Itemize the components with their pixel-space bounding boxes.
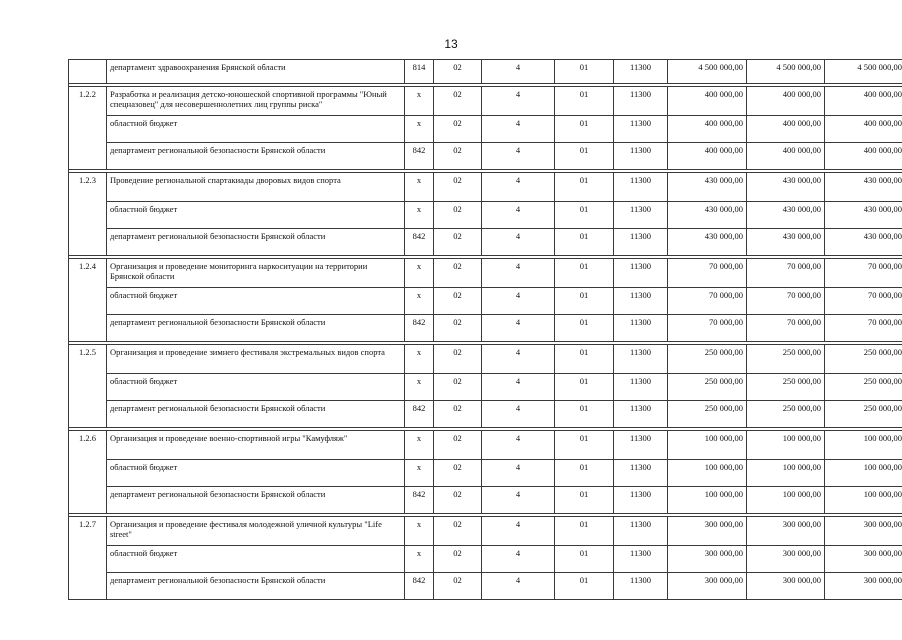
row-code: 11300 — [614, 374, 668, 401]
row-value-2: 100 000,00 — [747, 460, 825, 487]
row-value-1: 70 000,00 — [668, 288, 747, 315]
row-grbs: х — [405, 345, 434, 374]
row-rz: 02 — [434, 229, 482, 256]
table-row — [69, 202, 902, 229]
table-row — [69, 116, 902, 143]
row-rz: 02 — [434, 487, 482, 514]
row-value-2: 430 000,00 — [747, 173, 825, 202]
row-value-2: 430 000,00 — [747, 202, 825, 229]
row-name: Организация и проведение мониторинга наркоситуации на территории Брянской области — [107, 259, 405, 288]
row-grbs: х — [405, 374, 434, 401]
row-value-2: 100 000,00 — [747, 487, 825, 514]
row-value-3: 400 000,00 — [825, 116, 902, 143]
row-vr: 01 — [555, 374, 614, 401]
row-code: 11300 — [614, 259, 668, 288]
table-row — [69, 546, 902, 573]
row-pr: 4 — [482, 487, 555, 514]
row-pr: 4 — [482, 374, 555, 401]
table-row — [69, 87, 902, 116]
row-rz: 02 — [434, 60, 482, 84]
row-value-3: 100 000,00 — [825, 460, 902, 487]
row-value-3: 4 500 000,00 — [825, 60, 902, 84]
row-code: 11300 — [614, 288, 668, 315]
row-name: Разработка и реализация детско-юношеской спортивной программы "Юный спецназовец" для несовершеннолетних лиц группы риска" — [107, 87, 405, 116]
table-row — [69, 517, 902, 546]
row-grbs: 842 — [405, 315, 434, 342]
row-value-1: 4 500 000,00 — [668, 60, 747, 84]
row-value-3: 70 000,00 — [825, 288, 902, 315]
row-index — [69, 60, 107, 84]
row-code: 11300 — [614, 202, 668, 229]
row-vr: 01 — [555, 431, 614, 460]
row-value-2: 4 500 000,00 — [747, 60, 825, 84]
row-pr: 4 — [482, 546, 555, 573]
row-code: 11300 — [614, 431, 668, 460]
row-value-1: 250 000,00 — [668, 345, 747, 374]
table-row — [69, 288, 902, 315]
row-value-1: 430 000,00 — [668, 229, 747, 256]
row-grbs: х — [405, 288, 434, 315]
row-value-3: 100 000,00 — [825, 487, 902, 514]
row-grbs: 842 — [405, 229, 434, 256]
row-pr: 4 — [482, 288, 555, 315]
row-grbs: 842 — [405, 143, 434, 170]
row-name: Организация и проведение фестиваля молодежной уличной культуры "Life street" — [107, 517, 405, 546]
row-grbs: 814 — [405, 60, 434, 84]
row-vr: 01 — [555, 259, 614, 288]
row-rz: 02 — [434, 546, 482, 573]
row-name: Проведение региональной спартакиады дворовых видов спорта — [107, 173, 405, 202]
row-pr: 4 — [482, 229, 555, 256]
row-grbs: х — [405, 431, 434, 460]
row-grbs: х — [405, 116, 434, 143]
row-value-2: 250 000,00 — [747, 401, 825, 428]
table-body — [69, 60, 902, 600]
row-value-2: 300 000,00 — [747, 517, 825, 546]
row-name: областной бюджет — [107, 202, 405, 229]
row-value-2: 250 000,00 — [747, 374, 825, 401]
row-code: 11300 — [614, 546, 668, 573]
row-rz: 02 — [434, 401, 482, 428]
table-row — [69, 173, 902, 202]
row-value-1: 250 000,00 — [668, 401, 747, 428]
row-pr: 4 — [482, 259, 555, 288]
row-value-1: 100 000,00 — [668, 487, 747, 514]
row-rz: 02 — [434, 431, 482, 460]
table-row — [69, 60, 902, 84]
row-value-2: 250 000,00 — [747, 345, 825, 374]
row-value-2: 400 000,00 — [747, 116, 825, 143]
page-number: 13 — [444, 37, 458, 51]
row-vr: 01 — [555, 288, 614, 315]
row-value-2: 100 000,00 — [747, 431, 825, 460]
row-name: департамент региональной безопасности Брянской области — [107, 229, 405, 256]
row-code: 11300 — [614, 573, 668, 600]
row-value-1: 100 000,00 — [668, 460, 747, 487]
row-code: 11300 — [614, 517, 668, 546]
row-value-1: 70 000,00 — [668, 259, 747, 288]
row-vr: 01 — [555, 460, 614, 487]
row-value-1: 300 000,00 — [668, 517, 747, 546]
row-value-1: 400 000,00 — [668, 87, 747, 116]
row-index: 1.2.6 — [69, 431, 107, 514]
row-name: областной бюджет — [107, 460, 405, 487]
row-vr: 01 — [555, 573, 614, 600]
row-rz: 02 — [434, 116, 482, 143]
row-vr: 01 — [555, 401, 614, 428]
row-index: 1.2.5 — [69, 345, 107, 428]
row-value-1: 430 000,00 — [668, 173, 747, 202]
row-value-3: 430 000,00 — [825, 173, 902, 202]
row-pr: 4 — [482, 345, 555, 374]
row-value-2: 400 000,00 — [747, 143, 825, 170]
row-value-3: 300 000,00 — [825, 517, 902, 546]
row-vr: 01 — [555, 60, 614, 84]
table-row — [69, 431, 902, 460]
row-index: 1.2.7 — [69, 517, 107, 600]
row-value-1: 430 000,00 — [668, 202, 747, 229]
row-grbs: х — [405, 202, 434, 229]
row-grbs: 842 — [405, 573, 434, 600]
row-value-2: 300 000,00 — [747, 573, 825, 600]
row-value-2: 430 000,00 — [747, 229, 825, 256]
table-row — [69, 460, 902, 487]
row-pr: 4 — [482, 460, 555, 487]
row-name: областной бюджет — [107, 116, 405, 143]
row-rz: 02 — [434, 374, 482, 401]
row-value-3: 70 000,00 — [825, 259, 902, 288]
row-name: департамент региональной безопасности Брянской области — [107, 487, 405, 514]
row-code: 11300 — [614, 345, 668, 374]
table-row — [69, 315, 902, 342]
row-value-2: 400 000,00 — [747, 87, 825, 116]
row-value-3: 400 000,00 — [825, 143, 902, 170]
table-row — [69, 374, 902, 401]
row-value-3: 430 000,00 — [825, 229, 902, 256]
row-name: департамент здравоохранения Брянской области — [107, 60, 405, 84]
row-code: 11300 — [614, 401, 668, 428]
row-code: 11300 — [614, 315, 668, 342]
row-code: 11300 — [614, 173, 668, 202]
row-grbs: х — [405, 546, 434, 573]
row-vr: 01 — [555, 143, 614, 170]
row-pr: 4 — [482, 573, 555, 600]
row-pr: 4 — [482, 401, 555, 428]
row-value-3: 100 000,00 — [825, 431, 902, 460]
row-code: 11300 — [614, 116, 668, 143]
row-vr: 01 — [555, 116, 614, 143]
row-rz: 02 — [434, 460, 482, 487]
row-index: 1.2.3 — [69, 173, 107, 256]
table-row — [69, 229, 902, 256]
row-vr: 01 — [555, 202, 614, 229]
row-grbs: 842 — [405, 487, 434, 514]
row-grbs: х — [405, 460, 434, 487]
table-row — [69, 573, 902, 600]
row-vr: 01 — [555, 173, 614, 202]
row-value-3: 250 000,00 — [825, 401, 902, 428]
row-value-1: 250 000,00 — [668, 374, 747, 401]
row-name: департамент региональной безопасности Брянской области — [107, 315, 405, 342]
row-value-1: 300 000,00 — [668, 573, 747, 600]
row-code: 11300 — [614, 487, 668, 514]
table-row — [69, 401, 902, 428]
table-row — [69, 259, 902, 288]
row-rz: 02 — [434, 517, 482, 546]
row-value-3: 430 000,00 — [825, 202, 902, 229]
row-rz: 02 — [434, 315, 482, 342]
row-name: областной бюджет — [107, 374, 405, 401]
row-pr: 4 — [482, 517, 555, 546]
row-value-3: 250 000,00 — [825, 345, 902, 374]
budget-table — [68, 59, 902, 600]
row-code: 11300 — [614, 87, 668, 116]
table-row — [69, 143, 902, 170]
row-value-1: 300 000,00 — [668, 546, 747, 573]
row-name: областной бюджет — [107, 546, 405, 573]
row-vr: 01 — [555, 546, 614, 573]
row-rz: 02 — [434, 573, 482, 600]
row-grbs: х — [405, 173, 434, 202]
row-value-1: 70 000,00 — [668, 315, 747, 342]
row-value-1: 400 000,00 — [668, 116, 747, 143]
row-name: Организация и проведение зимнего фестиваля экстремальных видов спорта — [107, 345, 405, 374]
table-row — [69, 487, 902, 514]
row-pr: 4 — [482, 116, 555, 143]
row-value-1: 400 000,00 — [668, 143, 747, 170]
row-index: 1.2.4 — [69, 259, 107, 342]
row-vr: 01 — [555, 345, 614, 374]
row-pr: 4 — [482, 202, 555, 229]
row-pr: 4 — [482, 87, 555, 116]
row-code: 11300 — [614, 229, 668, 256]
row-value-2: 70 000,00 — [747, 259, 825, 288]
row-value-1: 100 000,00 — [668, 431, 747, 460]
row-pr: 4 — [482, 431, 555, 460]
row-vr: 01 — [555, 229, 614, 256]
row-rz: 02 — [434, 345, 482, 374]
row-pr: 4 — [482, 315, 555, 342]
row-rz: 02 — [434, 202, 482, 229]
row-rz: 02 — [434, 87, 482, 116]
row-value-2: 70 000,00 — [747, 288, 825, 315]
row-value-3: 250 000,00 — [825, 374, 902, 401]
row-grbs: х — [405, 259, 434, 288]
row-name: департамент региональной безопасности Брянской области — [107, 573, 405, 600]
table-row — [69, 345, 902, 374]
row-code: 11300 — [614, 460, 668, 487]
row-value-3: 70 000,00 — [825, 315, 902, 342]
row-vr: 01 — [555, 517, 614, 546]
row-vr: 01 — [555, 487, 614, 514]
row-value-3: 400 000,00 — [825, 87, 902, 116]
row-code: 11300 — [614, 60, 668, 84]
row-rz: 02 — [434, 173, 482, 202]
row-pr: 4 — [482, 143, 555, 170]
row-grbs: 842 — [405, 401, 434, 428]
row-grbs: х — [405, 87, 434, 116]
row-value-2: 70 000,00 — [747, 315, 825, 342]
row-value-3: 300 000,00 — [825, 546, 902, 573]
row-rz: 02 — [434, 143, 482, 170]
row-rz: 02 — [434, 288, 482, 315]
row-value-2: 300 000,00 — [747, 546, 825, 573]
row-rz: 02 — [434, 259, 482, 288]
row-pr: 4 — [482, 60, 555, 84]
row-vr: 01 — [555, 315, 614, 342]
row-name: департамент региональной безопасности Брянской области — [107, 401, 405, 428]
row-pr: 4 — [482, 173, 555, 202]
row-name: департамент региональной безопасности Брянской области — [107, 143, 405, 170]
row-name: областной бюджет — [107, 288, 405, 315]
row-code: 11300 — [614, 143, 668, 170]
row-vr: 01 — [555, 87, 614, 116]
row-grbs: х — [405, 517, 434, 546]
row-value-3: 300 000,00 — [825, 573, 902, 600]
row-name: Организация и проведение военно-спортивной игры "Камуфляж" — [107, 431, 405, 460]
row-index: 1.2.2 — [69, 87, 107, 170]
